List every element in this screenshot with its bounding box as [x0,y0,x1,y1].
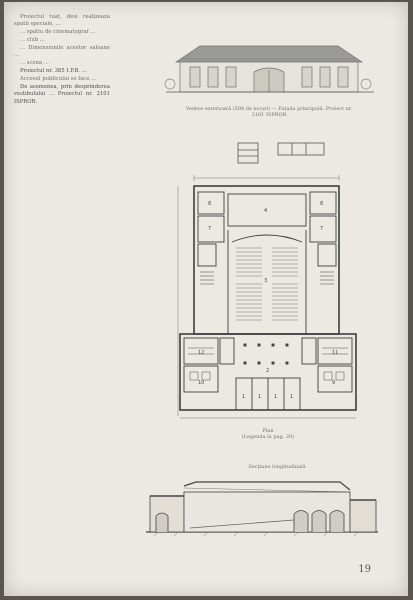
section-drawing [144,474,380,546]
book-page [4,2,408,596]
paragraph: Accesul publicului se face ... [20,76,97,83]
svg-text:3: 3 [264,278,268,284]
floor-plan-caption-legend: (Legenda la pag. 20) [241,434,295,441]
paragraph: Proiectul nr. 385 I.P.B. ... [20,68,87,75]
facade-caption: Vedere exterioară (508 de locuri) — Fațada principală. Proiect nr. 2101 ISPROR [185,106,353,119]
svg-text:8: 8 [320,201,324,207]
paragraph: Proiectul tuat, desi realizeaza spatii speciale, ... [14,14,110,28]
upper-floor-plan [236,140,332,166]
page-number: 19 [358,564,371,575]
svg-text:7: 7 [320,226,324,232]
svg-text:12: 12 [198,350,205,356]
floor-plan [174,172,374,424]
svg-text:7: 7 [208,226,212,232]
svg-text:8: 8 [208,201,212,207]
facade-drawing [162,40,377,102]
text-column [14,14,110,107]
svg-text:4: 4 [264,208,268,214]
paragraph: ... club ... [20,37,46,44]
svg-text:1: 1 [258,394,262,400]
paragraph: ... scena ... [20,60,49,67]
svg-text:2: 2 [266,368,270,374]
floor-plan-caption-title: Plan [262,428,274,434]
svg-text:10: 10 [198,380,205,386]
svg-text:9: 9 [332,380,336,386]
paragraph: ... spatiu de cinematograf ... [20,29,96,36]
svg-text:1: 1 [242,394,246,400]
section-caption: Secțiune longitudinală [248,464,306,470]
svg-text:1: 1 [290,394,294,400]
svg-text:1: 1 [274,394,278,400]
paragraph: ... Dimensiunile acestor saloane ... [14,45,110,59]
svg-text:11: 11 [332,350,339,356]
floor-plan-caption [218,428,318,441]
paragraph: De asemenea, prin desprinderea vestibulului ... Proiectul nr. 2101 ISPROR. [14,84,110,105]
